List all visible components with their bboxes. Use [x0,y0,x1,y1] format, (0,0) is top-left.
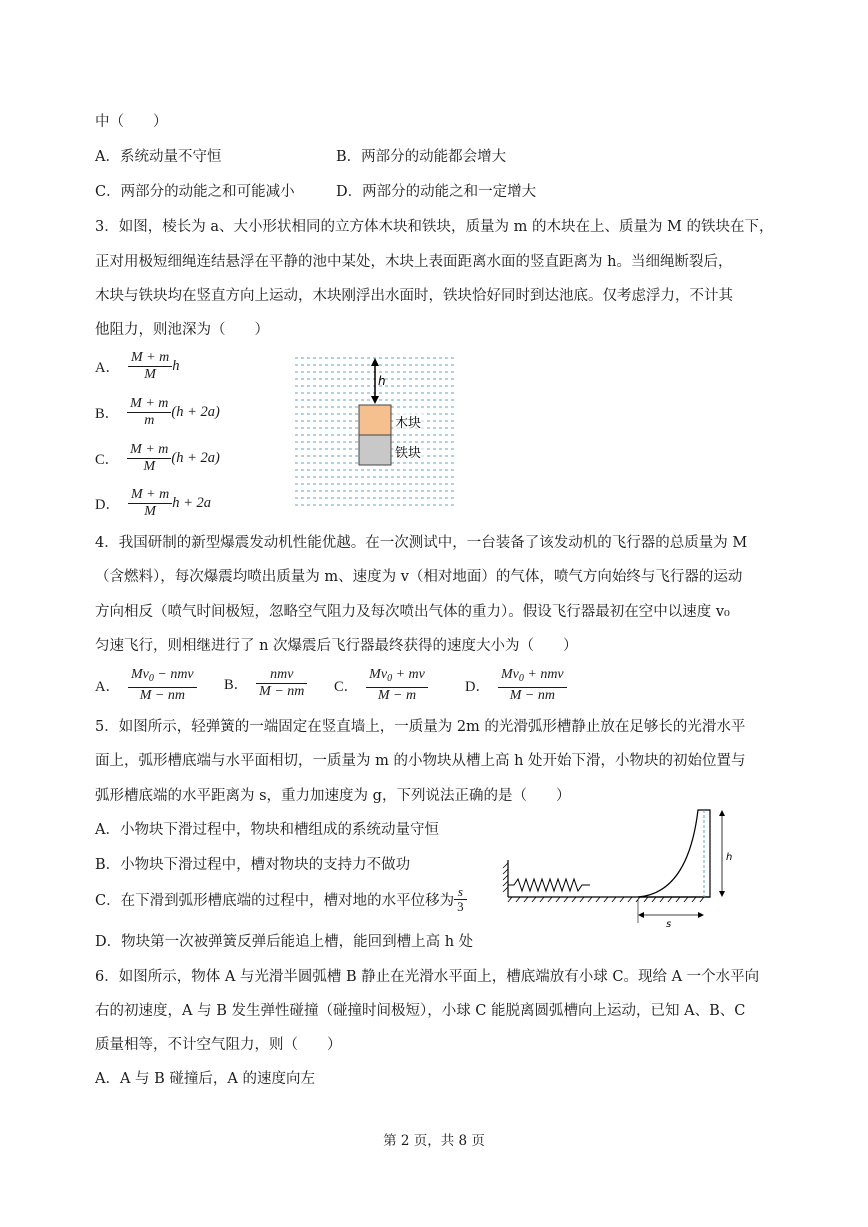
q3-stem-line3: 木块与铁块均在竖直方向上运动，木块刚浮出水面时，铁块恰好同时到达池底。仅考虑浮力，不计其 [95,288,733,304]
q6-stem-line3: 质量相等，不计空气阻力，则（ ） [95,1037,342,1053]
q2-option-c: C．两部分的动能之和可能减小 [95,184,295,200]
wood-block [359,405,391,435]
label-h: h [378,374,386,388]
q4-option-d: D． $\frac{Mv_0 + nmv}{M - nm}$ [465,667,567,704]
iron-block [359,435,391,465]
spring [508,879,590,891]
page-footer: 第 2 页，共 8 页 [383,1133,485,1149]
q4-stem-line2: （含燃料），每次爆震均喷出质量为 m、速度为 v（相对地面）的气体，喷气方向始终与飞行器的运动 [95,569,743,585]
ground-hatch [508,897,704,902]
curved-slot [638,810,710,897]
q6-stem-line2: 右的初速度，A 与 B 发生弹性碰撞（碰撞时间极短），小球 C 能脱离圆弧槽向上运动，已知 A、B、C [95,1003,746,1019]
q6-option-a: A．A 与 B 碰撞后，A 的速度向左 [95,1071,316,1087]
label-wood: 木块 [395,416,422,431]
q5-option-c: C．在下滑到弧形槽底端的过程中，槽对地的水平位移为 $\frac{s}{3}$ [95,885,467,914]
q5-option-a: A．小物块下滑过程中，物块和槽组成的系统动量守恒 [95,822,439,838]
q2-option-d: D．两部分的动能之和一定增大 [336,184,537,200]
q4-option-b: B． $\frac{\text{nmv}}{M - nm}$ [224,667,307,700]
q4-stem-line3: 方向相反（喷气时间极短，忽略空气阻力及每次喷出气体的重力）。假设飞行器最初在空中以速度 v₀ [95,604,730,620]
q4-option-c: C． $\frac{Mv_0 + mv}{M - m}$ [334,667,428,704]
q5-option-d: D．物块第一次被弹簧反弹后能追上槽，能回到槽上高 h 处 [95,934,474,950]
q3-stem-line2: 正对用极短细绳连结悬浮在平静的池中某处，木块上表面距离水面的竖直距离为 h。当细绳断裂后， [95,254,733,270]
q4-option-a: A． $\frac{Mv_0 - nmv}{M - nm}$ [95,667,197,704]
q2-stem-tail: 中（ ） [95,114,168,130]
q5-option-c-text: C．在下滑到弧形槽底端的过程中，槽对地的水平位移为 [95,893,455,909]
q4-stem-line1: 4．我国研制的新型爆震发动机性能优越。在一次测试中，一台装备了该发动机的飞行器的总质量为 M [95,535,748,551]
q2-option-a: A．系统动量不守恒 [95,149,222,165]
q5-stem-line3: 弧形槽底端的水平距离为 s，重力加速度为 g，下列说法正确的是（ ） [95,788,571,804]
q3-option-c: C． $\frac{M + m}{M}$ (h + 2a) [95,442,220,474]
wall-hatch [503,863,508,892]
label-h: h [726,852,733,863]
q3-stem-line1: 3．如图，棱长为 a、大小形状相同的立方体木块和铁块，质量为 m 的木块在上、质量为 M 的铁块在下， [95,219,774,235]
q2-option-b: B．两部分的动能都会增大 [336,149,507,165]
q5-stem-line1: 5．如图所示，轻弹簧的一端固定在竖直墙上，一质量为 2m 的光滑弧形槽静止放在足够长的光滑水平 [95,719,746,735]
q3-stem-line4: 他阻力，则池深为（ ） [95,322,269,338]
q3-option-a: A． $\frac{M + m}{M}$ h [95,350,180,382]
q3-option-b: B． $\frac{M + m}{m}$ (h + 2a) [95,396,220,428]
q3-option-d: D． $\frac{M + m}{M}$ h + 2a [95,487,212,519]
label-iron: 铁块 [395,446,422,461]
q5-option-b: B．小物块下滑过程中，槽对物块的支持力不做功 [95,857,411,873]
q3-figure [295,355,455,507]
q6-stem-line1: 6．如图所示，物体 A 与光滑半圆弧槽 B 静止在光滑水平面上，槽底端放有小球 C。现给 A 一个水平向 [95,969,760,985]
q4-stem-line4: 匀速飞行，则相继进行了 n 次爆震后飞行器最终获得的速度大小为（ ） [95,638,578,654]
label-s: s [666,919,672,930]
q5-stem-line2: 面上，弧形槽底端与水平面相切，一质量为 m 的小物块从槽上高 h 处开始下滑，小物块的初始位置与 [95,753,746,769]
q5-figure [500,805,750,930]
